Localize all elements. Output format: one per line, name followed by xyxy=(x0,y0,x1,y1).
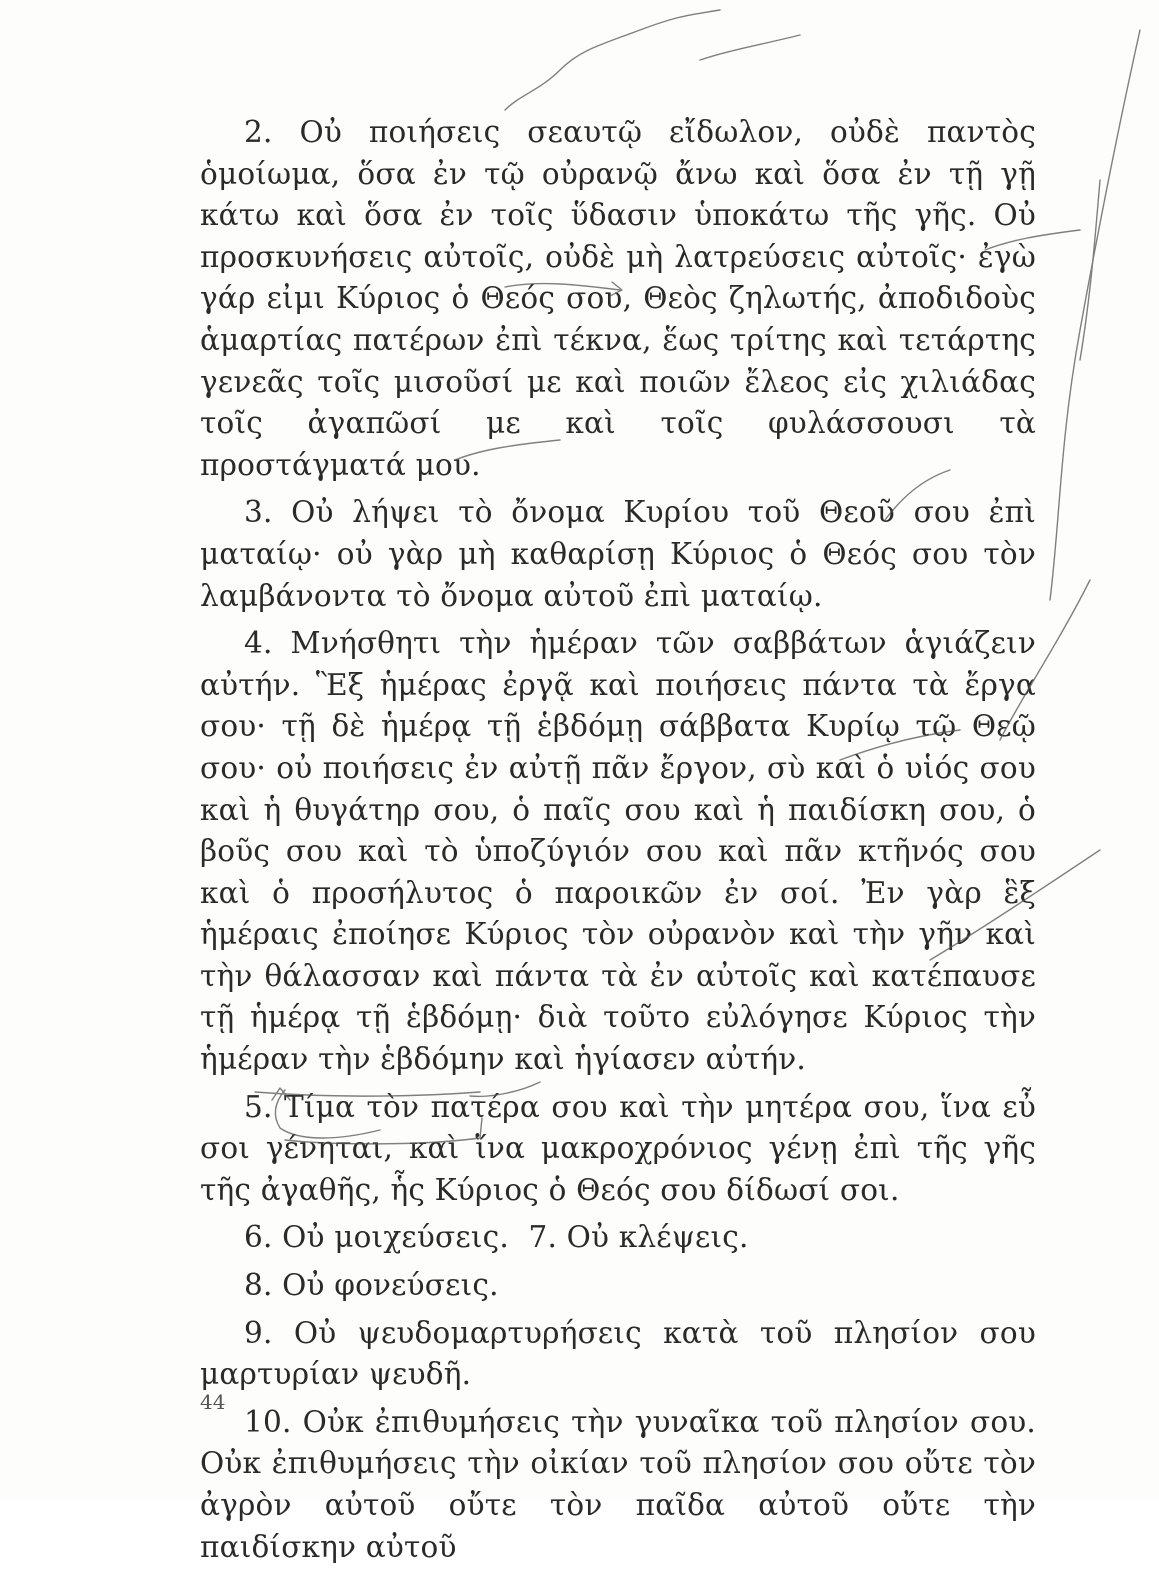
page-number: 44 xyxy=(200,1390,226,1414)
top-note-scribble-2 xyxy=(700,35,800,60)
commandment-7: 7. Οὐ κλέψεις. xyxy=(528,1220,749,1255)
commandment-8: 8. Οὐ φονεύσεις. xyxy=(244,1268,499,1303)
commandment-5: 5. Τίμα τὸν πατέρα σου καὶ τὴν μητέρα σου, ἵνα εὖ σοι γένηται, καὶ ἵνα μακροχρόνιος γένῃ ἐπὶ τῆς γῆς τῆς ἀγαθῆς, ἧς Κύριος ὁ Θεός σου δίδωσί σοι. xyxy=(200,1089,1036,1207)
commandment-3: 3. Οὐ λήψει τὸ ὄνομα Κυρίου τοῦ Θεοῦ σου ἐπὶ ματαίῳ· οὐ γὰρ μὴ καθαρίσῃ Κύριος ὁ Θεός σου τὸν λαμβάνοντα τὸ ὄνομα αὐτοῦ ἐπὶ ματαίῳ. xyxy=(200,495,1036,613)
commandment-4: 4. Μνήσθητι τὴν ἡμέραν τῶν σαββάτων ἁγιάζειν αὐτήν. Ἓξ ἡμέρας ἐργᾷ καὶ ποιήσεις πάντα τὰ ἔργα σου· τῇ δὲ ἡμέρᾳ τῇ ἑβδόμῃ σάββατα Κυρίῳ τῷ Θεῷ σου· οὐ ποιήσεις ἐν αὐτῇ πᾶν ἔργον, σὺ καὶ ὁ υἱός σου καὶ ἡ θυγάτηρ σου, ὁ παῖς σου καὶ ἡ παιδίσκη σου, ὁ βοῦς σου καὶ τὸ ὑποζύγιόν σου καὶ πᾶν κτῆνός σου καὶ ὁ προσήλυτος ὁ παροικῶν ἐν σοί. Ἐν γὰρ ἓξ ἡμέραις ἐποίησε Κύριος τὸν οὐρανὸν καὶ τὴν γῆν καὶ τὴν θάλασσαν καὶ πάντα τὰ ἐν αὐτοῖς καὶ κατέπαυσε τῇ ἡμέρᾳ τῇ ἑβδόμῃ· διὰ τοῦτο εὐλόγησε Κύριος τὴν ἡμέραν τὴν ἑβδόμην καὶ ἡγίασεν αὐτήν. xyxy=(200,626,1036,1077)
commandment-6: 6. Οὐ μοιχεύσεις. xyxy=(244,1220,509,1255)
commandments-text xyxy=(200,112,1036,1574)
top-note-scribble xyxy=(505,10,720,110)
commandment-10: 10. Οὐκ ἐπιθυμήσεις τὴν γυναῖκα τοῦ πλησίον σου. Οὐκ ἐπιθυμήσεις τὴν οἰκίαν τοῦ πλησίον σου οὔτε τὸν ἀγρὸν αὐτοῦ οὔτε τὸν παῖδα αὐτοῦ οὔτε τὴν παιδίσκην αὐτοῦ xyxy=(200,1404,1036,1564)
commandment-9: 9. Οὐ ψευδομαρτυρήσεις κατὰ τοῦ πλησίον σου μαρτυρίαν ψευδῆ. xyxy=(200,1315,1036,1392)
commandment-2: 2. Οὐ ποιήσεις σεαυτῷ εἴδωλον, οὐδὲ παντὸς ὁμοίωμα, ὅσα ἐν τῷ οὐρανῷ ἄνω καὶ ὅσα ἐν τῇ γῇ κάτω καὶ ὅσα ἐν τοῖς ὕδασιν ὑποκάτω τῆς γῆς. Οὐ προσκυνήσεις αὐτοῖς, οὐδὲ μὴ λατρεύσεις αὐτοῖς· ἐγὼ γάρ εἰμι Κύριος ὁ Θεός σου, Θεὸς ζηλωτής, ἀποδιδοὺς ἁμαρτίας πατέρων ἐπὶ τέκνα, ἕως τρίτης καὶ τετάρτης γενεᾶς τοῖς μισοῦσί με καὶ ποιῶν ἔλεος εἰς χιλιάδας τοῖς ἀγαπῶσί με καὶ τοῖς φυλάσσουσι τὰ προστάγματά μου. xyxy=(200,115,1036,482)
right-margin-scribble-2 xyxy=(1080,180,1100,360)
right-margin-scribble xyxy=(1050,30,1140,600)
commandment-6-7 xyxy=(200,1217,1036,1259)
